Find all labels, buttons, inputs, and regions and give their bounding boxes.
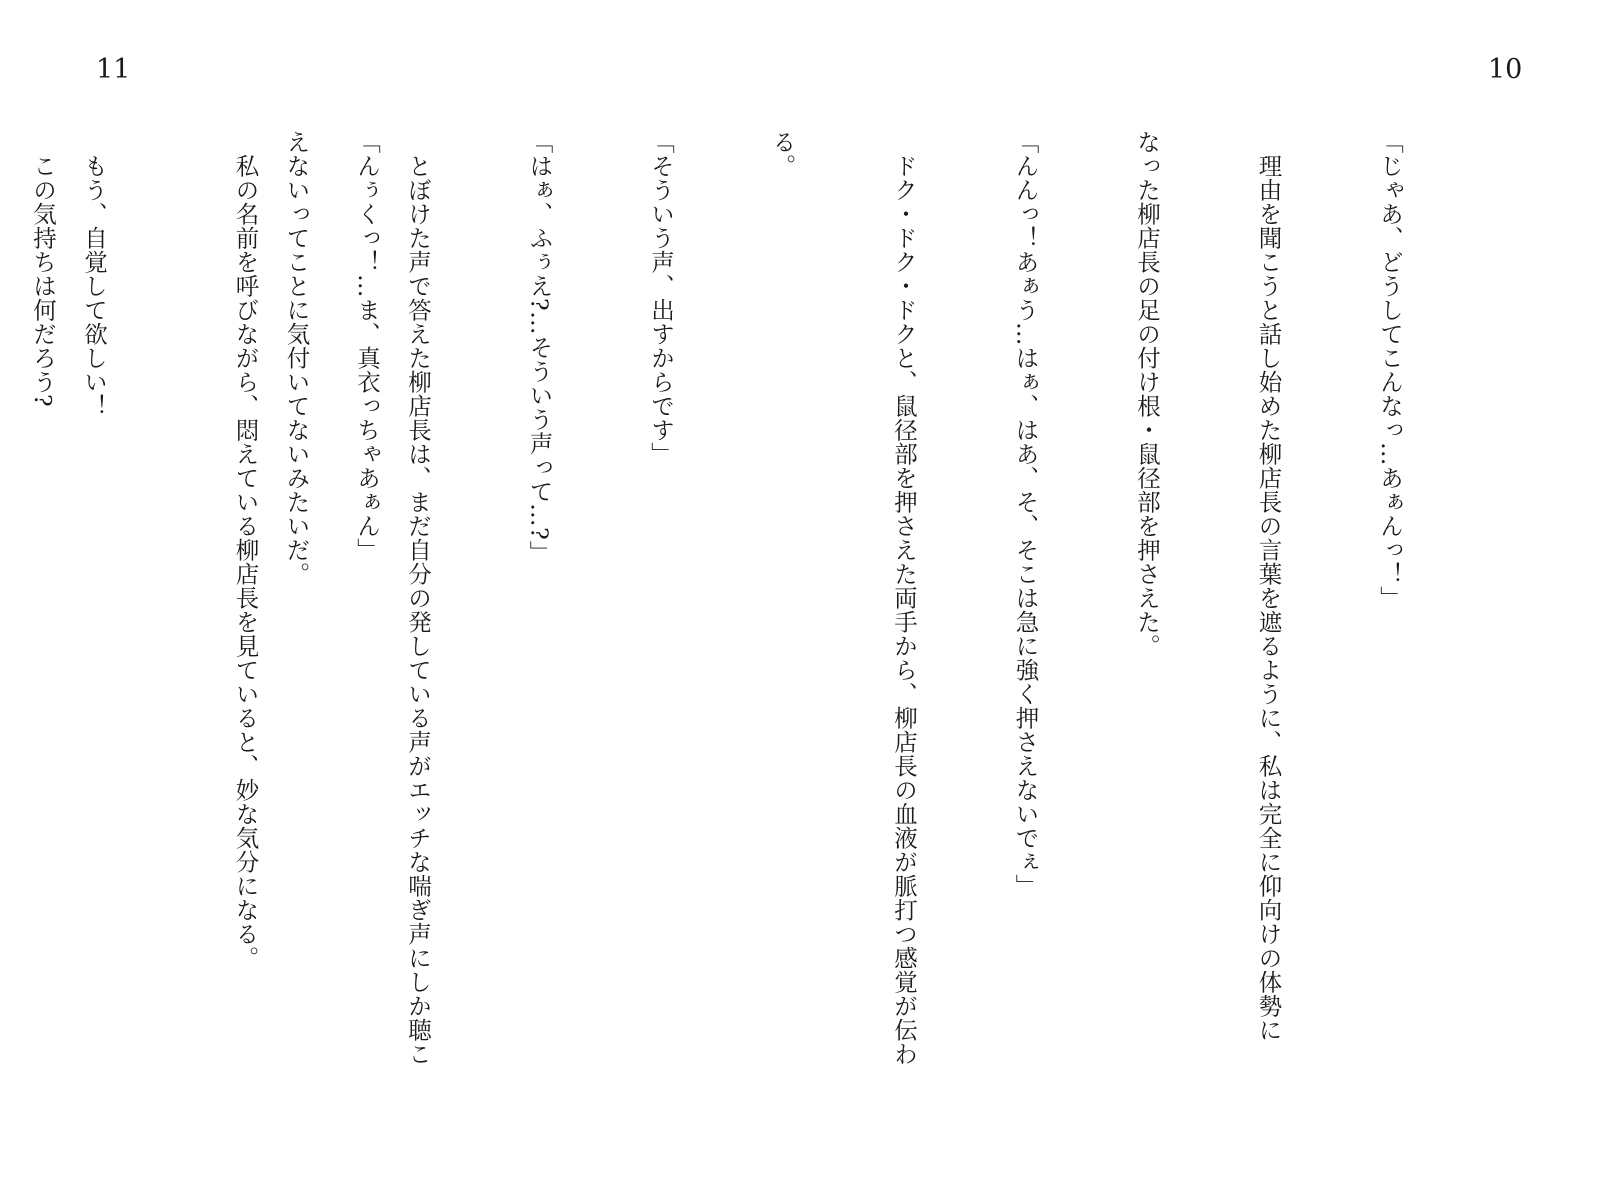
text-line: もう、自覚して欲しい！: [80, 130, 108, 418]
text-line: る。: [768, 130, 797, 178]
text-line: 「じゃあ、どうしてこんなっ…あぁんっ！」: [1376, 130, 1404, 610]
left-page-text: [0, 130, 468, 1110]
text-line: 「はぁ、ふぅえ?…そういう声って…?」: [525, 130, 554, 565]
text-line: えないってことに気付いてないみたいだ。: [282, 130, 311, 586]
text-line: 「んぅくっ！…ま、真衣っちゃあぁん」: [353, 130, 381, 562]
text-line: 理由を聞こうと話し始めた柳店長の言葉を遮るように、私は完全に仰向けの体勢に: [1254, 130, 1283, 1042]
page-number-right: 10: [1488, 54, 1523, 85]
text-line: とぼけた声で答えた柳店長は、まだ自分の発している声がエッチな喘ぎ声にしか聴こ: [404, 130, 432, 1066]
text-line: なった柳店長の足の付け根・鼠径部を押さえた。: [1133, 130, 1161, 658]
text-line: 「そういう声、出すからです」: [647, 130, 675, 466]
text-line: この気持ちは何だろう?: [29, 130, 57, 408]
text-line: ドク・ドク・ドクと、鼠径部を押さえた両手から、柳店長の血液が脈打つ感覚が伝わ: [890, 130, 918, 1066]
page-number-left: 11: [96, 54, 131, 85]
text-line: 「んんっ！あぁう…はぁ、はあ、そ、そこは急に強く押さえないでぇ」: [1011, 130, 1040, 898]
text-line: 私の名前を呼びながら、悶えている柳店長を見ていると、妙な気分になる。: [231, 130, 260, 970]
